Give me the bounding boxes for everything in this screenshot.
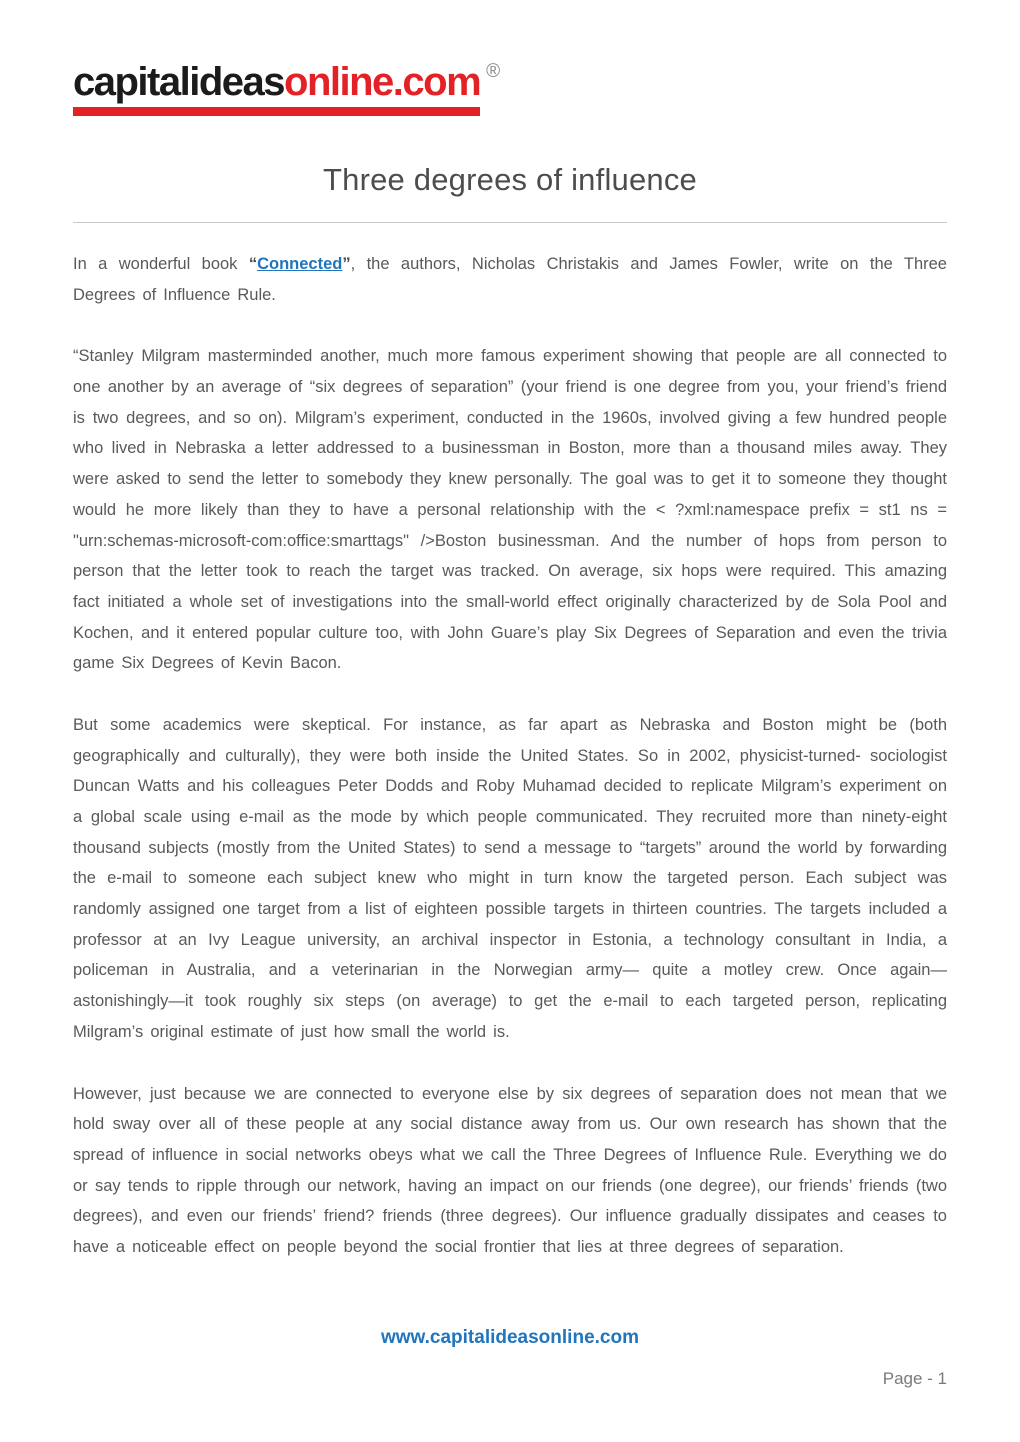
- intro-text-post: , the authors, Nicholas Christakis and James Fowler, write on the Three Degrees of Influence Rule.: [73, 255, 947, 304]
- connected-book-link[interactable]: Connected: [257, 255, 343, 273]
- intro-text-pre: In a wonderful book: [73, 255, 249, 273]
- intro-quote-close: ”: [342, 255, 351, 273]
- page-number: Page - 1: [882, 1368, 947, 1388]
- logo-text-block: [73, 60, 480, 116]
- registered-trademark-icon: ®: [486, 61, 501, 82]
- paragraph-three-degrees-rule: However, just because we are connected to everyone else by six degrees of separation does not mean that we hold sway over all of these people at any social distance away from us. Our own research has shown that the spread of influence in social networks obeys what we call the Three Degrees of Influence Rule. Everything we do or say tends to ripple through our network, having an impact on our friends (one degree), our friends’ friends (two degrees), and even our friends’ friend? friends (three degrees). Our influence gradually dissipates and ceases to have a noticeable effect on people beyond the social frontier that lies at three degrees of separation.: [73, 1084, 947, 1256]
- title-divider: [73, 222, 947, 223]
- logo-black-part: capitalideas: [73, 60, 285, 104]
- page-footer: [73, 1327, 947, 1389]
- article-body: [73, 249, 947, 1263]
- logo-red-part: online.com: [284, 60, 481, 104]
- site-logo: [73, 60, 947, 116]
- paragraph-watts-replication: But some academics were skeptical. For instance, as far apart as Nebraska and Boston might be (both geographically and culturally), they were both inside the United States. So in 2002, physicist-turned- sociologist Duncan Watts and his colleagues Peter Dodds and Roby Muhamad decided to replicate Milgram’s experiment on a global scale using e-mail as the mode by which people communicated. They recruited more than ninety-eight thousand subjects (mostly from the United States) to send a message to “targets” around the world by forwarding the e-mail to someone each subject knew who might in turn know the targeted person. Each subject was randomly assigned one target from a list of eighteen possible targets in thirteen countries. The targets included a professor at an Ivy League university, an archival inspector in Estonia, a technology consultant in India, a policeman in Australia, and a veterinarian in the Norwegian army— quite a motley crew. Once again—astonishingly—it took roughly six steps (on average) to get the e-mail to each targeted person, replicating Milgram’s original estimate of just how small the world is.: [73, 715, 947, 1041]
- logo-underline-bar: [73, 107, 480, 116]
- page-title: Three degrees of influence: [323, 162, 697, 197]
- paragraph-milgram-experiment: “Stanley Milgram masterminded another, much more famous experiment showing that people are all connected to one another by an average of “six degrees of separation” (your friend is one degree from you, your friend’s friend is two degrees, and so on). Milgram’s experiment, conducted in the 1960s, involved giving a few hundred people who lived in Nebraska a letter addressed to a businessman in Boston, more than a thousand miles away. They were asked to send the letter to somebody they knew personally. The goal was to get it to someone they thought would he more likely than they to have a personal relationship with the < ?xml:namespace prefix = st1 ns = "urn:schemas-microsoft-com:office:smarttags" />Boston businessman. And the number of hops from person to person that the letter took to reach the target was tracked. On average, six hops were required. This amazing fact initiated a whole set of investigations into the small-world effect originally characterized by de Sola Pool and Kochen, and it entered popular culture too, with John Guare’s play Six Degrees of Separation and even the trivia game Six Degrees of Kevin Bacon.: [73, 347, 947, 673]
- logo-wordmark: [73, 60, 480, 104]
- paragraph-intro: [73, 249, 947, 310]
- intro-quote-open: “: [248, 255, 258, 273]
- footer-site-link[interactable]: www.capitalideasonline.com: [381, 1326, 639, 1348]
